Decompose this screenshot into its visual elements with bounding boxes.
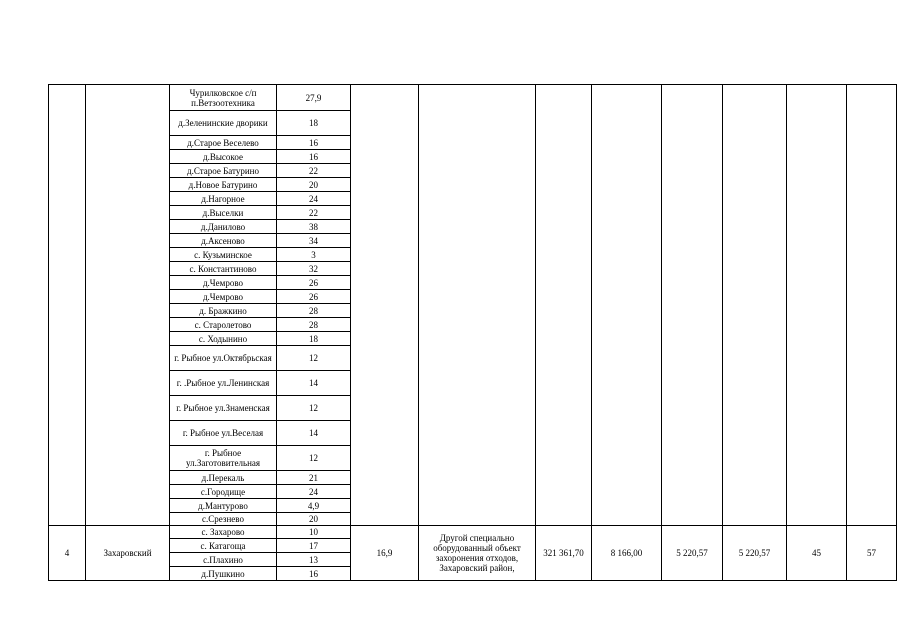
settlement-cell: Чурилковское с/п п.Ветзоотехника	[170, 85, 277, 111]
distance-cell: 22	[277, 206, 351, 220]
table-row	[49, 85, 897, 111]
settlement-cell: д. Бражкино	[170, 304, 277, 318]
settlement-cell: д.Нагорное	[170, 192, 277, 206]
value-cell-1	[787, 85, 847, 526]
settlement-cell: с. Захарово	[170, 526, 277, 539]
distance-cell: 3	[277, 248, 351, 262]
cost-cell-2	[662, 85, 723, 526]
facility-cell: Другой специально оборудованный объект захоронения отходов, Захаровский район,	[419, 526, 536, 581]
settlement-cell: с. Старолетово	[170, 318, 277, 332]
table-row	[49, 526, 897, 539]
data-table	[48, 84, 897, 581]
settlement-cell: с. Ходынино	[170, 332, 277, 346]
distance-cell: 14	[277, 421, 351, 446]
settlement-cell: д.Данилово	[170, 220, 277, 234]
settlement-cell: д.Новое Батурино	[170, 178, 277, 192]
settlement-cell: д.Чемрово	[170, 276, 277, 290]
distance-cell: 26	[277, 290, 351, 304]
cost-cell-2: 5 220,57	[662, 526, 723, 581]
settlement-cell: с. Кузьминское	[170, 248, 277, 262]
distance-cell: 26	[277, 276, 351, 290]
distance-cell: 16	[277, 150, 351, 164]
value-cell-2: 57	[847, 526, 897, 581]
settlement-cell: д.Старое Веселево	[170, 136, 277, 150]
settlement-cell: с.Плахино	[170, 553, 277, 567]
settlement-cell: д.Пушкино	[170, 567, 277, 581]
distance-cell: 10	[277, 526, 351, 539]
settlement-cell: г. Рыбное ул.Октябрьская	[170, 346, 277, 371]
settlement-cell: д.Зеленинские дворики	[170, 111, 277, 136]
average-distance-cell: 16,9	[351, 526, 419, 581]
distance-cell: 27,9	[277, 85, 351, 111]
distance-cell: 16	[277, 136, 351, 150]
distance-cell: 22	[277, 164, 351, 178]
distance-cell: 12	[277, 346, 351, 371]
distance-cell: 20	[277, 178, 351, 192]
settlement-cell: г. Рыбное ул.Заготовительная	[170, 446, 277, 471]
facility-cell	[419, 85, 536, 526]
settlement-cell: д.Чемрово	[170, 290, 277, 304]
distance-cell: 38	[277, 220, 351, 234]
cost-cell-1: 8 166,00	[592, 526, 662, 581]
settlement-cell: д.Старое Батурино	[170, 164, 277, 178]
distance-cell: 32	[277, 262, 351, 276]
distance-cell: 17	[277, 539, 351, 553]
settlement-cell: д.Высокое	[170, 150, 277, 164]
value-cell-1: 45	[787, 526, 847, 581]
distance-cell: 18	[277, 111, 351, 136]
settlement-cell: г. Рыбное ул.Веселая	[170, 421, 277, 446]
district-cell: Захаровский	[86, 526, 170, 581]
distance-cell: 34	[277, 234, 351, 248]
settlement-cell: г. Рыбное ул.Знаменская	[170, 396, 277, 421]
distance-cell: 12	[277, 446, 351, 471]
distance-cell: 16	[277, 567, 351, 581]
district-cell	[86, 85, 170, 526]
cost-cell-1	[592, 85, 662, 526]
settlement-cell: д.Мантурово	[170, 499, 277, 513]
settlement-cell: с. Константиново	[170, 262, 277, 276]
distance-cell: 24	[277, 192, 351, 206]
distance-cell: 24	[277, 485, 351, 499]
number-cell	[49, 85, 86, 526]
cost-cell-3	[723, 85, 787, 526]
settlement-cell: д.Перекаль	[170, 471, 277, 485]
settlement-cell: с. Катагоща	[170, 539, 277, 553]
distance-cell: 28	[277, 318, 351, 332]
distance-cell: 28	[277, 304, 351, 318]
distance-cell: 14	[277, 371, 351, 396]
distance-cell: 20	[277, 513, 351, 526]
distance-cell: 12	[277, 396, 351, 421]
cost-cell-3: 5 220,57	[723, 526, 787, 581]
number-cell: 4	[49, 526, 86, 581]
mass-cell: 321 361,70	[536, 526, 592, 581]
distance-cell: 21	[277, 471, 351, 485]
distance-cell: 13	[277, 553, 351, 567]
distance-cell: 18	[277, 332, 351, 346]
distance-cell: 4,9	[277, 499, 351, 513]
settlement-cell: д.Выселки	[170, 206, 277, 220]
average-distance-cell	[351, 85, 419, 526]
settlement-cell: с.Срезнево	[170, 513, 277, 526]
settlement-cell: д.Аксеново	[170, 234, 277, 248]
value-cell-2	[847, 85, 897, 526]
mass-cell	[536, 85, 592, 526]
settlement-cell: с.Городище	[170, 485, 277, 499]
settlement-cell: г. .Рыбное ул.Ленинская	[170, 371, 277, 396]
